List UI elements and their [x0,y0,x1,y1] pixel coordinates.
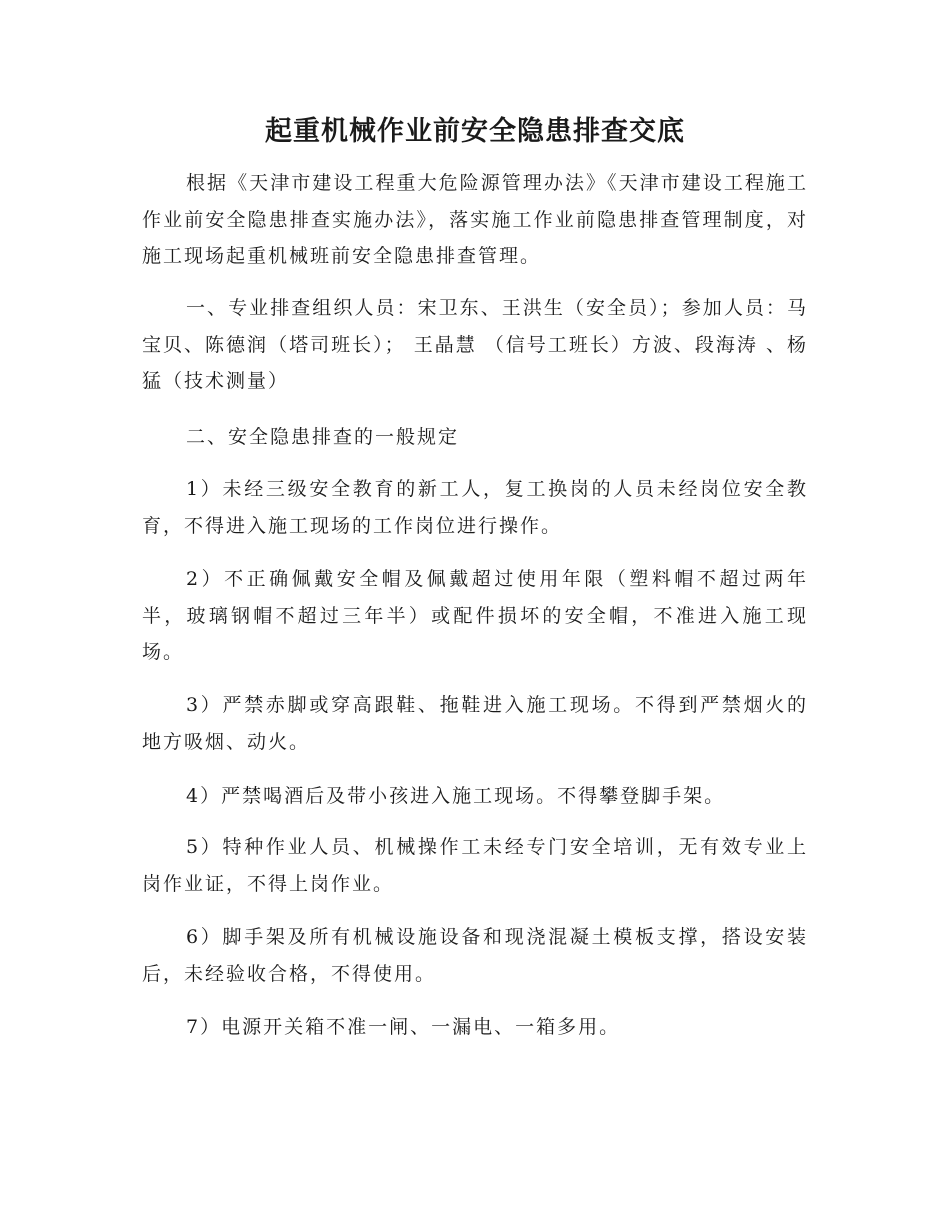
rule-item-1: 1）未经三级安全教育的新工人，复工换岗的人员未经岗位安全教育，不得进入施工现场的工作岗位进行操作。 [142,478,808,537]
rule-item-6: 6）脚手架及所有机械设施设备和现浇混凝土模板支撑，搭设安装后，未经验收合格，不得使用。 [142,926,808,985]
section-heading: 二、安全隐患排查的一般规定 [186,426,460,448]
intro-paragraph: 根据《天津市建设工程重大危险源管理办法》《天津市建设工程施工作业前安全隐患排查实施办法》，落实施工作业前隐患排查管理制度，对施工现场起重机械班前安全隐患排查管理。 [142,172,808,267]
rule-item-7: 7）电源开关箱不准一闸、一漏电、一箱多用。 [186,1016,621,1038]
rule-item-3: 3）严禁赤脚或穿高跟鞋、拖鞋进入施工现场。不得到严禁烟火的地方吸烟、动火。 [142,694,808,753]
rule-item-5: 5）特种作业人员、机械操作工未经专门安全培训，无有效专业上岗作业证，不得上岗作业。 [142,836,808,895]
rule-item-4: 4）严禁喝酒后及带小孩进入施工现场。不得攀登脚手架。 [186,785,726,807]
document-title: 起重机械作业前安全隐患排查交底 [265,116,685,147]
personnel-paragraph: 一、专业排查组织人员：宋卫东、王洪生（安全员）；参加人员：马宝贝、陈德润（塔司班长）； 王晶慧 （信号工班长）方波、段海涛 、杨猛（技术测量） [142,297,808,392]
rule-item-2: 2）不正确佩戴安全帽及佩戴超过使用年限（塑料帽不超过两年半，玻璃钢帽不超过三年半）或配件损坏的安全帽，不准进入施工现场。 [142,568,808,663]
